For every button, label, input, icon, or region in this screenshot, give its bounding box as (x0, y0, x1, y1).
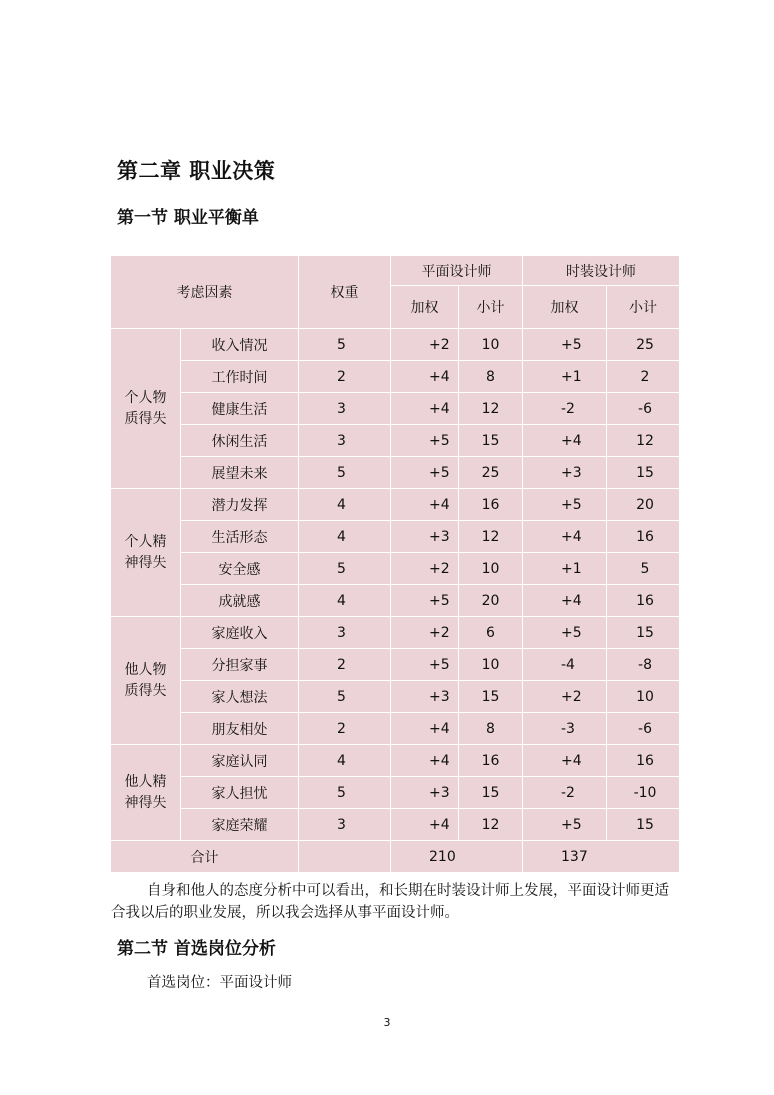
total-label: 合计 (111, 841, 299, 873)
header-b-subtotal: 小计 (607, 286, 680, 329)
option-a-subtotal: 15 (459, 681, 523, 713)
option-a-subtotal: 15 (459, 425, 523, 457)
option-b-subtotal: 16 (607, 521, 680, 553)
option-b-weighted: +5 (523, 489, 607, 521)
page-number: 3 (383, 1016, 391, 1029)
weight-cell: 4 (299, 521, 391, 553)
option-a-weighted: +2 (391, 553, 459, 585)
option-b-subtotal: -6 (607, 713, 680, 745)
option-a-subtotal: 8 (459, 713, 523, 745)
option-b-weighted: +1 (523, 361, 607, 393)
option-a-weighted: +4 (391, 745, 459, 777)
option-a-subtotal: 6 (459, 617, 523, 649)
table-row (111, 649, 680, 681)
option-a-weighted: +4 (391, 393, 459, 425)
group-label-line: 质得失 (124, 410, 167, 427)
header-factor: 考虑因素 (111, 256, 299, 329)
option-a-weighted: +4 (391, 361, 459, 393)
group-label-line: 个人精 (124, 533, 167, 550)
option-a-weighted: +3 (391, 777, 459, 809)
option-a-subtotal: 15 (459, 777, 523, 809)
option-b-weighted: -2 (523, 777, 607, 809)
weight-cell: 2 (299, 649, 391, 681)
factor-item: 家庭荣耀 (181, 809, 299, 841)
weight-cell: 4 (299, 489, 391, 521)
option-b-subtotal: 12 (607, 425, 680, 457)
factor-item: 成就感 (181, 585, 299, 617)
option-b-weighted: +5 (523, 809, 607, 841)
header-option-b: 时装设计师 (523, 256, 680, 286)
header-a-weighted: 加权 (391, 286, 459, 329)
option-b-subtotal: 16 (607, 585, 680, 617)
table-row (111, 489, 680, 521)
option-b-weighted: +1 (523, 553, 607, 585)
option-a-subtotal: 12 (459, 521, 523, 553)
option-a-weighted: +2 (391, 617, 459, 649)
weight-cell: 3 (299, 809, 391, 841)
factor-item: 休闲生活 (181, 425, 299, 457)
table-row (111, 585, 680, 617)
factor-item: 潜力发挥 (181, 489, 299, 521)
chapter-title: 第二章 职业决策 (117, 159, 276, 183)
total-option-b: 137 (523, 841, 680, 873)
option-b-subtotal: -6 (607, 393, 680, 425)
option-a-subtotal: 10 (459, 329, 523, 361)
option-a-weighted: +5 (391, 457, 459, 489)
option-a-subtotal: 16 (459, 489, 523, 521)
factor-item: 分担家事 (181, 649, 299, 681)
preferred-position: 首选岗位：平面设计师 (147, 975, 292, 991)
option-b-subtotal: 10 (607, 681, 680, 713)
factor-item: 家庭认同 (181, 745, 299, 777)
option-b-subtotal: 16 (607, 745, 680, 777)
factor-item: 收入情况 (181, 329, 299, 361)
factor-item: 家庭收入 (181, 617, 299, 649)
table-row (111, 713, 680, 745)
weight-cell: 4 (299, 745, 391, 777)
option-b-subtotal: 5 (607, 553, 680, 585)
group-label-line: 质得失 (124, 682, 167, 699)
weight-cell: 4 (299, 585, 391, 617)
factor-item: 展望未来 (181, 457, 299, 489)
option-b-weighted: -3 (523, 713, 607, 745)
table-row (111, 393, 680, 425)
weight-cell: 5 (299, 777, 391, 809)
option-b-weighted: +5 (523, 617, 607, 649)
option-a-weighted: +5 (391, 649, 459, 681)
option-a-weighted: +2 (391, 329, 459, 361)
group-label (111, 489, 181, 617)
option-b-weighted: -2 (523, 393, 607, 425)
factor-item: 安全感 (181, 553, 299, 585)
option-b-subtotal: 2 (607, 361, 680, 393)
table-row (111, 457, 680, 489)
weight-cell: 2 (299, 713, 391, 745)
factor-item: 家人担忧 (181, 777, 299, 809)
group-label-line: 个人物 (124, 389, 167, 406)
option-b-weighted: +4 (523, 585, 607, 617)
option-a-subtotal: 16 (459, 745, 523, 777)
option-b-subtotal: 25 (607, 329, 680, 361)
weight-cell: 5 (299, 329, 391, 361)
weight-cell: 3 (299, 393, 391, 425)
table-row (111, 681, 680, 713)
option-b-weighted: +2 (523, 681, 607, 713)
table-row (111, 617, 680, 649)
weight-cell: 5 (299, 553, 391, 585)
option-a-subtotal: 10 (459, 649, 523, 681)
group-label-line: 他人物 (124, 661, 167, 678)
table-row (111, 521, 680, 553)
option-b-weighted: +4 (523, 425, 607, 457)
option-a-weighted: +3 (391, 681, 459, 713)
section-title-2: 第二节 首选岗位分析 (117, 939, 276, 959)
group-label-line: 他人精 (124, 773, 167, 790)
option-b-subtotal: 20 (607, 489, 680, 521)
option-a-weighted: +5 (391, 585, 459, 617)
factor-item: 生活形态 (181, 521, 299, 553)
weight-cell: 2 (299, 361, 391, 393)
factor-item: 朋友相处 (181, 713, 299, 745)
option-a-subtotal: 25 (459, 457, 523, 489)
group-label (111, 745, 181, 841)
group-label (111, 617, 181, 745)
option-a-subtotal: 8 (459, 361, 523, 393)
option-a-weighted: +4 (391, 809, 459, 841)
weight-cell: 5 (299, 681, 391, 713)
option-b-weighted: +3 (523, 457, 607, 489)
option-a-subtotal: 20 (459, 585, 523, 617)
factor-item: 家人想法 (181, 681, 299, 713)
option-a-weighted: +4 (391, 489, 459, 521)
weight-cell: 3 (299, 425, 391, 457)
header-option-a: 平面设计师 (391, 256, 523, 286)
table-row (111, 809, 680, 841)
option-b-weighted: -4 (523, 649, 607, 681)
header-b-weighted: 加权 (523, 286, 607, 329)
option-b-subtotal: -8 (607, 649, 680, 681)
total-row (111, 841, 680, 873)
group-label (111, 329, 181, 489)
option-b-weighted: +5 (523, 329, 607, 361)
table-row (111, 745, 680, 777)
table-row (111, 553, 680, 585)
total-option-a: 210 (391, 841, 523, 873)
weight-cell: 5 (299, 457, 391, 489)
option-b-subtotal: 15 (607, 617, 680, 649)
option-b-subtotal: 15 (607, 457, 680, 489)
group-label-line: 神得失 (124, 794, 167, 811)
option-a-weighted: +3 (391, 521, 459, 553)
option-a-subtotal: 10 (459, 553, 523, 585)
total-weight-empty (299, 841, 391, 873)
option-a-subtotal: 12 (459, 809, 523, 841)
factor-item: 工作时间 (181, 361, 299, 393)
career-balance-table (110, 255, 680, 873)
option-a-subtotal: 12 (459, 393, 523, 425)
table-row (111, 777, 680, 809)
group-label-line: 神得失 (124, 554, 167, 571)
factor-item: 健康生活 (181, 393, 299, 425)
option-a-weighted: +5 (391, 425, 459, 457)
option-b-weighted: +4 (523, 745, 607, 777)
table-row (111, 361, 680, 393)
option-b-weighted: +4 (523, 521, 607, 553)
weight-cell: 3 (299, 617, 391, 649)
section-title: 第一节 职业平衡单 (117, 208, 259, 228)
option-b-subtotal: -10 (607, 777, 680, 809)
option-b-subtotal: 15 (607, 809, 680, 841)
header-weight: 权重 (299, 256, 391, 329)
conclusion-paragraph: 自身和他人的态度分析中可以看出，和长期在时装设计师上发展，平面设计师更适合我以后的职业发展，所以我会选择从事平面设计师。 (111, 883, 669, 921)
header-a-subtotal: 小计 (459, 286, 523, 329)
option-a-weighted: +4 (391, 713, 459, 745)
table-row (111, 425, 680, 457)
table-row (111, 329, 680, 361)
